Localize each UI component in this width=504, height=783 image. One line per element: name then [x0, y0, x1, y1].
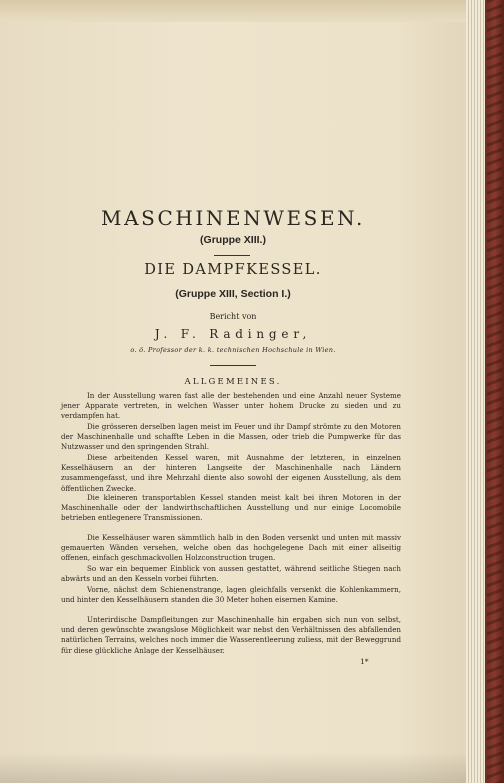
- body-paragraph: Die Kesselhäuser waren sämmtlich halb in den Boden versenkt und unten mit massiv gemauerten Wänden versehen, welche oben das hochgelegene Dach mit einer allseitig offenen, einfach geschmackvollen Holzconstruction trugen.: [61, 533, 401, 563]
- body-paragraph: Unterirdische Dampfleitungen zur Maschinenhalle hin ergaben sich nun von selbst, und deren gewünschte zwangslose Möglichkeit war nebst den Verhältnissen des abfallenden natürlichen Terrains, welches noch immer die Wasserentleerung zuliess, mit der Beweggrund für diese glückliche Anlage der Kesselhäuser.: [61, 615, 401, 655]
- page-title: MASCHINENWESEN.: [101, 206, 365, 230]
- author-divider: [210, 365, 256, 366]
- body-paragraph: So war ein bequemer Einblick von aussen gestattet, während seitliche Stiegen nach abwärts und an den Kesseln vorbei führten.: [61, 564, 401, 584]
- body-paragraph: Vorne, nächst dem Schienenstrange, lagen gleichfalls versenkt die Kohlenkammern, und hinter den Kesselhäusern standen die 30 Meter hohen eisernen Kamine.: [61, 585, 401, 605]
- section-heading: ALLGEMEINES.: [184, 377, 282, 387]
- title-divider: [214, 255, 250, 256]
- chapter-subtitle: (Gruppe XIII, Section I.): [175, 288, 291, 300]
- group-subtitle: (Gruppe XIII.): [200, 234, 266, 246]
- page-top-shadow: [0, 0, 466, 22]
- body-paragraph: Die grösseren derselben lagen meist im Feuer und ihr Dampf strömte zu den Motoren der Maschinenhalle und schaffte Leben in die Massen, oder trieb die Pumpwerke für das Nutzwasser und den springenden Strahl.: [61, 422, 401, 452]
- author-name: J. F. Radinger,: [154, 327, 312, 341]
- body-paragraph: Diese arbeitenden Kessel waren, mit Ausnahme der letzteren, in einzelnen Kesselhäusern an der hinteren Langseite der Maschinenhalle nach Ländern zusammengefasst, und ihre Mehrzahl diente also sowohl der eigenen Ausstellung, als dem öffentlichen Zwecke.: [61, 453, 401, 493]
- author-affiliation: o. ö. Professor der k. k. technischen Hochschule in Wien.: [130, 346, 336, 354]
- body-paragraph: Die kleineren transportablen Kessel standen meist kalt bei ihren Motoren in der Maschinenhalle oder der landwirthschaftlichen Ausstellung und nur einige Locomobile betrieben entlegenere Transmissionen.: [61, 493, 401, 523]
- body-paragraph: In der Ausstellung waren fast alle der bestehenden und eine Anzahl neuer Systeme jener Apparate vertreten, in welchen Wasser unter hohem Drucke zu sieden und zu verdampfen hat.: [61, 391, 401, 421]
- report-label: Bericht von: [209, 312, 257, 321]
- page-number: 1*: [360, 657, 369, 666]
- page-bottom-shadow: [0, 752, 466, 783]
- marbled-cover-pattern: [487, 0, 502, 783]
- chapter-title: DIE DAMPFKESSEL.: [144, 262, 322, 278]
